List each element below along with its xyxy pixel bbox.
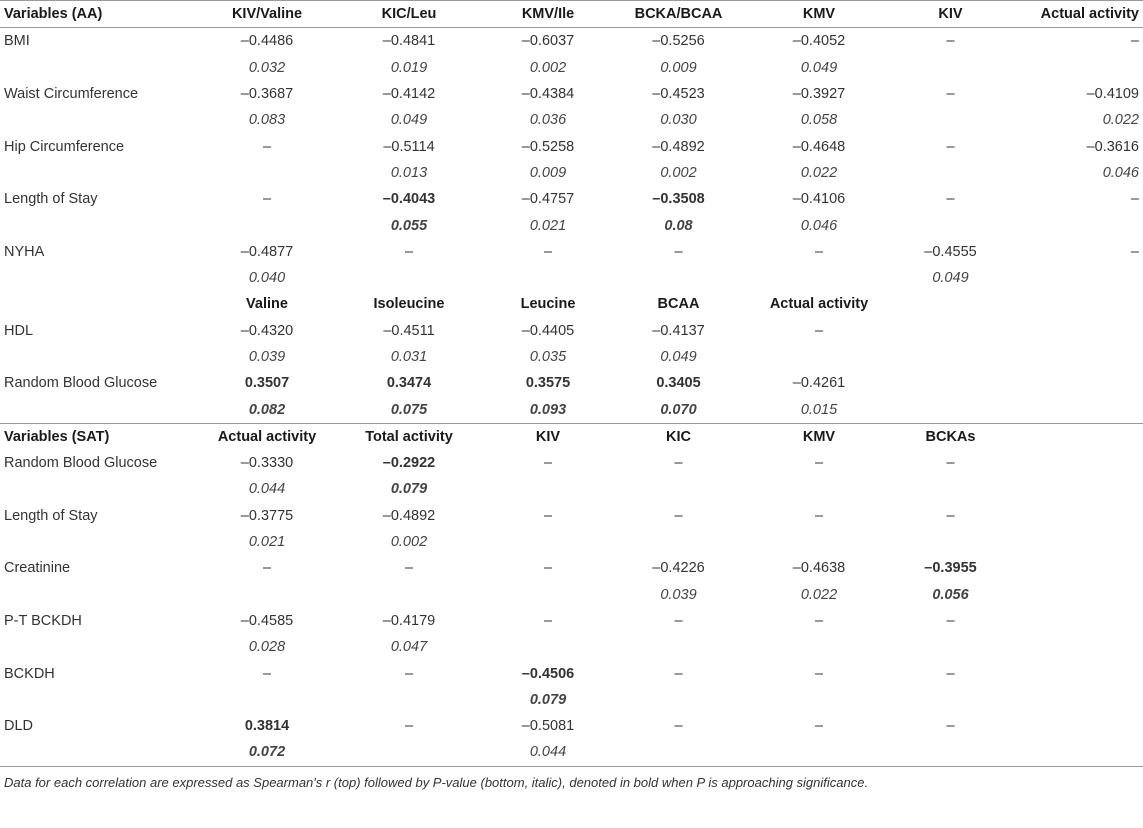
p-value-cell: 0.032 xyxy=(248,59,286,76)
column-header: Isoleucine xyxy=(373,296,445,313)
p-value-cell: 0.022 xyxy=(800,164,838,181)
p-value-cell: 0.009 xyxy=(529,164,567,181)
column-header: Actual activity xyxy=(200,423,334,450)
spearman-r-cell: –0.3927 xyxy=(792,86,846,103)
p-value-cell xyxy=(1008,396,1143,423)
section-header-row xyxy=(0,291,1143,317)
spearman-r-cell: –0.4892 xyxy=(652,138,705,155)
spearman-r-cell: – xyxy=(543,455,553,472)
row-label: HDL xyxy=(4,322,34,339)
table-row xyxy=(0,265,1143,291)
p-value-cell xyxy=(612,265,745,291)
p-value-cell xyxy=(612,529,745,555)
spearman-r-cell: – xyxy=(946,86,955,103)
p-value-cell: 0.049 xyxy=(660,349,697,365)
spearman-r-cell: – xyxy=(946,191,955,208)
spearman-r-cell xyxy=(893,370,1008,396)
spearman-r-cell: –0.4506 xyxy=(521,665,575,682)
row-label-spacer xyxy=(0,396,200,423)
column-header: KIC xyxy=(612,423,745,450)
p-value-cell xyxy=(745,344,893,370)
p-value-cell: 0.009 xyxy=(660,59,697,76)
p-value-cell xyxy=(1008,55,1143,81)
spearman-r-cell: – xyxy=(814,665,824,682)
p-value-cell: 0.021 xyxy=(529,217,567,234)
spearman-r-cell xyxy=(1008,660,1143,686)
p-value-cell xyxy=(893,396,1008,423)
p-value-cell: 0.075 xyxy=(390,401,428,418)
section-header-label: Variables (AA) xyxy=(0,1,200,28)
row-label-spacer xyxy=(0,634,200,660)
table-footnote: Data for each correlation are expressed as Spearman's r (top) followed by P-value (bottom, italic), denoted in bold when P is approaching significance. xyxy=(4,774,869,790)
p-value-cell xyxy=(1008,476,1143,502)
spearman-r-cell: –0.4841 xyxy=(382,33,436,50)
p-value-cell xyxy=(745,634,893,660)
spearman-r-cell: – xyxy=(1130,33,1139,50)
spearman-r-cell: – xyxy=(946,455,955,472)
spearman-r-cell: – xyxy=(1130,243,1139,260)
p-value-cell xyxy=(893,739,1008,766)
p-value-cell xyxy=(893,476,1008,502)
spearman-r-cell: –0.4052 xyxy=(792,33,846,50)
spearman-r-cell: – xyxy=(543,612,553,629)
p-value-cell: 0.015 xyxy=(800,401,838,418)
spearman-r-cell: –0.2922 xyxy=(382,455,436,472)
section-header-label: Variables (SAT) xyxy=(0,423,200,450)
row-label: Random Blood Glucose xyxy=(4,375,158,392)
table-row xyxy=(0,160,1143,186)
p-value-cell: 0.040 xyxy=(248,270,286,287)
spearman-r-cell: –0.4585 xyxy=(240,612,294,629)
spearman-r-cell: –0.3955 xyxy=(924,560,977,577)
spearman-r-cell: –0.5114 xyxy=(383,138,435,155)
spearman-r-cell: – xyxy=(262,560,272,577)
spearman-r-cell: – xyxy=(814,507,824,524)
p-value-cell xyxy=(334,582,484,608)
table-row xyxy=(0,713,1143,739)
column-header: BCKAs xyxy=(893,423,1008,450)
p-value-cell: 0.083 xyxy=(248,112,286,129)
p-value-cell: 0.08 xyxy=(664,217,693,234)
p-value-cell: 0.044 xyxy=(484,739,612,766)
spearman-r-cell: –0.4892 xyxy=(382,507,436,524)
table-row xyxy=(0,81,1143,107)
p-value-cell: 0.030 xyxy=(660,112,697,129)
spearman-r-cell xyxy=(1008,555,1143,581)
spearman-r-cell: – xyxy=(946,507,955,524)
table-body xyxy=(0,1,1143,767)
spearman-r-cell: 0.3507 xyxy=(244,375,290,392)
column-header: KIV xyxy=(484,423,612,450)
table-row xyxy=(0,370,1143,396)
p-value-cell xyxy=(200,212,334,238)
table-row xyxy=(0,476,1143,502)
table-row xyxy=(0,318,1143,344)
column-header xyxy=(893,291,1008,317)
row-label-spacer xyxy=(0,265,200,291)
spearman-r-cell: –0.3616 xyxy=(1086,138,1139,155)
row-label-spacer xyxy=(0,160,200,186)
spearman-r-cell: –0.4384 xyxy=(521,86,575,103)
p-value-cell: 0.093 xyxy=(529,401,567,418)
p-value-cell xyxy=(484,265,612,291)
row-label: DLD xyxy=(4,718,34,735)
p-value-cell: 0.039 xyxy=(660,586,697,603)
p-value-cell: 0.031 xyxy=(390,349,428,365)
p-value-cell: 0.046 xyxy=(1102,164,1139,181)
spearman-r-cell xyxy=(1008,370,1143,396)
spearman-r-cell: –0.5256 xyxy=(652,33,705,50)
table-row xyxy=(0,55,1143,81)
spearman-r-cell: – xyxy=(814,718,824,735)
p-value-cell xyxy=(745,265,893,291)
p-value-cell xyxy=(334,739,484,766)
table-row xyxy=(0,396,1143,423)
spearman-r-cell: – xyxy=(543,560,553,577)
p-value-cell xyxy=(1008,687,1143,713)
p-value-cell xyxy=(893,687,1008,713)
row-label-spacer xyxy=(0,55,200,81)
table-row xyxy=(0,582,1143,608)
section-header-label xyxy=(0,291,200,317)
spearman-r-cell: – xyxy=(262,665,272,682)
spearman-r-cell: –0.4511 xyxy=(383,322,435,339)
p-value-cell xyxy=(484,476,612,502)
row-label-spacer xyxy=(0,107,200,133)
spearman-r-cell: 0.3575 xyxy=(525,375,571,392)
p-value-cell xyxy=(612,687,745,713)
row-label-spacer xyxy=(0,212,200,238)
column-header: KMV xyxy=(745,423,893,450)
p-value-cell: 0.022 xyxy=(800,586,838,603)
spearman-r-cell: 0.3474 xyxy=(386,375,432,392)
row-label-spacer xyxy=(0,582,200,608)
p-value-cell xyxy=(893,212,1008,238)
p-value-cell: 0.036 xyxy=(529,112,567,129)
table-row xyxy=(0,687,1143,713)
p-value-cell xyxy=(1008,265,1143,291)
row-label: Length of Stay xyxy=(4,507,98,524)
row-label: NYHA xyxy=(4,243,45,260)
column-header: BCKA/BCAA xyxy=(612,1,745,28)
table-row xyxy=(0,529,1143,555)
p-value-cell: 0.035 xyxy=(529,349,567,365)
p-value-cell xyxy=(893,160,1008,186)
p-value-cell xyxy=(612,634,745,660)
p-value-cell xyxy=(484,529,612,555)
p-value-cell xyxy=(1008,634,1143,660)
p-value-cell xyxy=(893,529,1008,555)
p-value-cell: 0.044 xyxy=(248,481,286,498)
spearman-r-cell xyxy=(1008,450,1143,476)
row-label: BMI xyxy=(4,33,30,50)
p-value-cell: 0.022 xyxy=(1102,112,1139,129)
column-header: Total activity xyxy=(334,423,484,450)
p-value-cell: 0.028 xyxy=(248,639,286,656)
row-label-spacer xyxy=(0,687,200,713)
p-value-cell xyxy=(200,687,334,713)
row-label: Random Blood Glucose xyxy=(4,455,158,472)
spearman-r-cell xyxy=(1008,608,1143,634)
p-value-cell xyxy=(612,476,745,502)
p-value-cell: 0.046 xyxy=(800,217,838,234)
spearman-r-cell: – xyxy=(674,243,683,260)
p-value-cell: 0.049 xyxy=(800,59,838,76)
p-value-cell: 0.049 xyxy=(390,112,428,129)
spearman-r-cell: – xyxy=(814,322,824,339)
spearman-r-cell: –0.3508 xyxy=(652,191,705,208)
p-value-cell: 0.056 xyxy=(932,586,969,603)
p-value-cell: 0.002 xyxy=(529,59,567,76)
spearman-r-cell: – xyxy=(262,138,272,155)
spearman-r-cell: –0.4109 xyxy=(1086,86,1139,103)
spearman-r-cell xyxy=(1008,318,1143,344)
row-label-spacer xyxy=(0,476,200,502)
spearman-r-cell: –0.3687 xyxy=(240,86,294,103)
column-header: KMV/Ile xyxy=(484,1,612,28)
spearman-r-cell: – xyxy=(946,612,955,629)
spearman-r-cell: – xyxy=(814,612,824,629)
column-header: Actual activity xyxy=(769,296,869,313)
spearman-r-cell: – xyxy=(674,507,683,524)
spearman-r-cell: –0.4261 xyxy=(792,375,846,392)
p-value-cell: 0.013 xyxy=(390,164,428,181)
table-row xyxy=(0,450,1143,476)
p-value-cell xyxy=(334,687,484,713)
spearman-r-cell: – xyxy=(404,665,414,682)
spearman-r-cell: –0.4142 xyxy=(382,86,436,103)
p-value-cell xyxy=(1008,344,1143,370)
spearman-r-cell: 0.3814 xyxy=(244,718,290,735)
spearman-r-cell: –0.4405 xyxy=(521,322,575,339)
p-value-cell xyxy=(745,476,893,502)
spearman-r-cell xyxy=(1008,713,1143,739)
spearman-r-cell: –0.4226 xyxy=(652,560,705,577)
table-row xyxy=(0,660,1143,686)
spearman-r-cell: – xyxy=(674,612,683,629)
p-value-cell: 0.049 xyxy=(932,270,969,287)
spearman-r-cell: – xyxy=(814,243,824,260)
p-value-cell: 0.002 xyxy=(660,164,697,181)
spearman-r-cell: – xyxy=(946,138,955,155)
table-row xyxy=(0,28,1143,55)
spearman-r-cell: – xyxy=(674,455,683,472)
spearman-r-cell: – xyxy=(946,33,955,50)
spearman-r-cell: – xyxy=(814,455,824,472)
p-value-cell: 0.047 xyxy=(390,639,428,656)
p-value-cell xyxy=(745,529,893,555)
p-value-cell xyxy=(1008,529,1143,555)
spearman-r-cell: –0.4523 xyxy=(652,86,705,103)
p-value-cell xyxy=(484,634,612,660)
table-row xyxy=(0,133,1143,159)
p-value-cell xyxy=(200,160,334,186)
section-header-row xyxy=(0,1,1143,28)
spearman-r-cell: – xyxy=(674,718,683,735)
column-header: KIC/Leu xyxy=(334,1,484,28)
spearman-r-cell: – xyxy=(543,243,553,260)
table-row xyxy=(0,186,1143,212)
spearman-r-cell: –0.4877 xyxy=(240,243,294,260)
spearman-r-cell: –0.3775 xyxy=(240,507,294,524)
spearman-r-cell: – xyxy=(404,718,414,735)
table-row xyxy=(0,608,1143,634)
p-value-cell xyxy=(612,739,745,766)
p-value-cell: 0.082 xyxy=(248,401,286,418)
table-row xyxy=(0,239,1143,265)
spearman-r-cell: –0.5081 xyxy=(521,718,575,735)
section-header-row xyxy=(0,423,1143,450)
column-header: BCAA xyxy=(657,296,700,313)
p-value-cell: 0.002 xyxy=(390,534,428,551)
row-label-spacer xyxy=(0,739,200,766)
table-row xyxy=(0,344,1143,370)
spearman-r-cell: –0.6037 xyxy=(521,33,575,50)
table-row xyxy=(0,555,1143,581)
p-value-cell xyxy=(893,107,1008,133)
p-value-cell: 0.072 xyxy=(200,739,334,766)
row-label: P-T BCKDH xyxy=(4,612,82,629)
spearman-r-cell: –0.4043 xyxy=(382,191,436,208)
spearman-r-cell: – xyxy=(1130,191,1139,208)
column-header: KIV/Valine xyxy=(200,1,334,28)
p-value-cell xyxy=(893,55,1008,81)
p-value-cell xyxy=(1008,212,1143,238)
p-value-cell: 0.079 xyxy=(390,481,428,498)
spearman-r-cell: – xyxy=(404,243,414,260)
p-value-cell xyxy=(893,634,1008,660)
spearman-r-cell: – xyxy=(404,560,414,577)
spearman-r-cell: – xyxy=(543,507,553,524)
spearman-r-cell: –0.3330 xyxy=(240,455,294,472)
p-value-cell: 0.019 xyxy=(390,59,428,76)
table-row xyxy=(0,503,1143,529)
p-value-cell: 0.055 xyxy=(390,217,428,234)
table-row xyxy=(0,634,1143,660)
column-header xyxy=(1008,291,1143,317)
column-header: KIV xyxy=(893,1,1008,28)
row-label: Waist Circumference xyxy=(4,86,139,103)
table-row xyxy=(0,107,1143,133)
table-row xyxy=(0,739,1143,766)
spearman-r-cell: –0.4179 xyxy=(382,612,436,629)
p-value-cell: 0.070 xyxy=(660,401,697,418)
row-label: BCKDH xyxy=(4,665,55,682)
p-value-cell: 0.079 xyxy=(529,691,567,708)
spearman-r-cell: – xyxy=(946,718,955,735)
column-header xyxy=(1008,423,1143,450)
row-label: Creatinine xyxy=(4,560,71,577)
p-value-cell xyxy=(1008,582,1143,608)
p-value-cell xyxy=(893,344,1008,370)
column-header: KMV xyxy=(745,1,893,28)
spearman-r-cell: –0.4137 xyxy=(652,322,705,339)
spearman-r-cell: –0.5258 xyxy=(521,138,575,155)
row-label: Hip Circumference xyxy=(4,138,125,155)
spearman-r-cell: –0.4320 xyxy=(240,322,294,339)
column-header: Actual activity xyxy=(1008,1,1143,28)
row-label: Length of Stay xyxy=(4,191,98,208)
column-header: Leucine xyxy=(520,296,576,313)
p-value-cell xyxy=(200,582,334,608)
row-label-spacer xyxy=(0,529,200,555)
p-value-cell xyxy=(745,739,893,766)
spearman-r-cell xyxy=(893,318,1008,344)
spearman-r-cell: –0.4757 xyxy=(521,191,575,208)
p-value-cell: 0.039 xyxy=(248,349,286,365)
p-value-cell: 0.021 xyxy=(248,534,286,551)
p-value-cell: 0.058 xyxy=(800,112,838,129)
spearman-r-cell: –0.4638 xyxy=(792,560,846,577)
spearman-r-cell: –0.4486 xyxy=(240,33,294,50)
table-row xyxy=(0,212,1143,238)
spearman-r-cell: –0.4106 xyxy=(792,191,846,208)
spearman-r-cell: – xyxy=(674,665,683,682)
p-value-cell xyxy=(334,265,484,291)
p-value-cell xyxy=(745,687,893,713)
spearman-r-cell: – xyxy=(946,665,955,682)
spearman-r-cell: 0.3405 xyxy=(656,375,701,392)
column-header: Valine xyxy=(246,296,288,313)
p-value-cell xyxy=(1008,739,1143,766)
row-label-spacer xyxy=(0,344,200,370)
spearman-r-cell: – xyxy=(262,191,272,208)
spearman-r-cell: –0.4555 xyxy=(924,243,977,260)
spearman-r-cell xyxy=(1008,503,1143,529)
spearman-r-cell: –0.4648 xyxy=(792,138,846,155)
p-value-cell xyxy=(484,582,612,608)
